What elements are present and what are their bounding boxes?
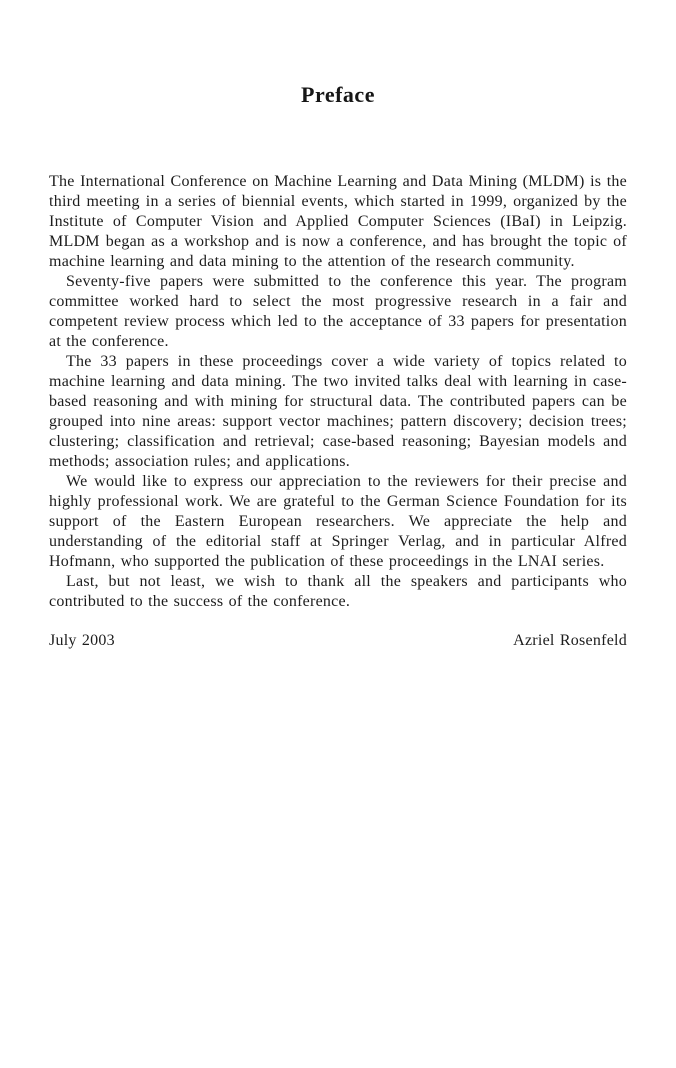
paragraph-intro: The International Conference on Machine Learning and Data Mining (MLDM) is the third meeting in a series of biennial events, which started in 1999, organized by the Institute of Computer Vision and Applied Computer Sciences (IBaI) in Leipzig. MLDM began as a workshop and is now a conference, and has brought the topic of machine learning and data mining to the attention of the research community. (49, 173, 627, 270)
signoff-row (49, 631, 627, 651)
preface-body (49, 172, 627, 651)
paragraph-thanks: Last, but not least, we wish to thank all the speakers and participants who contributed to the success of the conference. (49, 573, 627, 610)
paragraph-acknowledgements: We would like to express our appreciation to the reviewers for their precise and highly professional work. We are grateful to the German Science Foundation for its support of the Eastern European researchers. We appreciate the help and understanding of the editorial staff at Springer Verlag, and in particular Alfred Hofmann, who supported the publication of these proceedings in the LNAI series. (49, 473, 627, 570)
signoff-date: July 2003 (49, 632, 115, 649)
paragraph-topics: The 33 papers in these proceedings cover a wide variety of topics related to machine learning and data mining. The two invited talks deal with learning in case-based reasoning and with mining for structural data. The contributed papers can be grouped into nine areas: support vector machines; pattern discovery; decision trees; clustering; classification and retrieval; case-based reasoning; Bayesian models and methods; association rules; and applications. (49, 353, 627, 470)
signoff-author: Azriel Rosenfeld (513, 632, 627, 649)
paragraph-submissions: Seventy-five papers were submitted to the conference this year. The program committee worked hard to select the most progressive research in a fair and competent review process which led to the acceptance of 33 papers for presentation at the conference. (49, 273, 627, 350)
page-title: Preface (301, 82, 375, 107)
